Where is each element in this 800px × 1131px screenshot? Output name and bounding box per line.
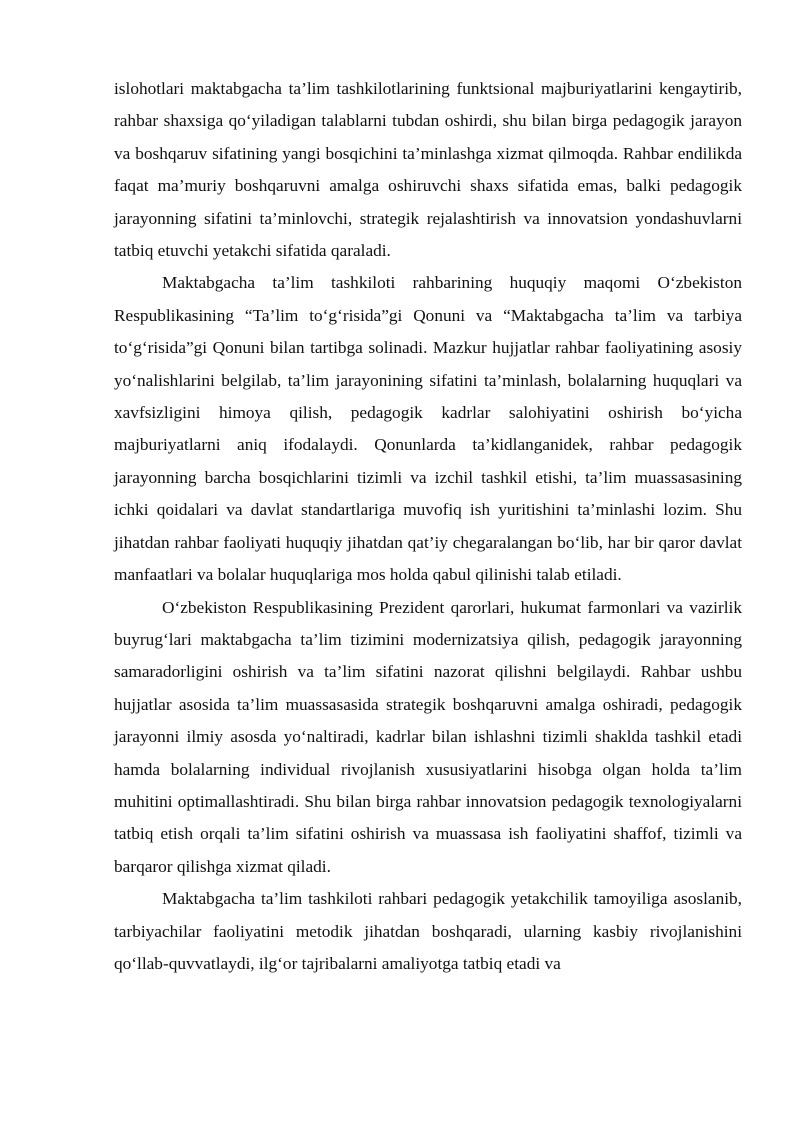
paragraph-1: islohotlari maktabgacha ta’lim tashkilotlarining funktsional majburiyatlarini kengaytirib, rahbar shaxsiga qo‘yiladigan talablarni tubdan oshirdi, shu bilan birga pedagogik jarayon va boshqaruv sifatining yangi bosqichini ta’minlashga xizmat qilmoqda. Rahbar endilikda faqat ma’muriy boshqaruvni amalga oshiruvchi shaxs sifatida emas, balki pedagogik jarayonning sifatini ta’minlovchi, strategik rejalashtirish va innovatsion yondashuvlarni tatbiq etuvchi yetakchi sifatida qaraladi. bbox=[114, 79, 742, 261]
paragraph-3: O‘zbekiston Respublikasining Prezident qarorlari, hukumat farmonlari va vazirlik buyrug‘lari maktabgacha ta’lim tizimini modernizatsiya qilish, pedagogik jarayonning samaradorligini oshirish va ta’lim sifatini nazorat qilishni belgilaydi. Rahbar ushbu hujjatlar asosida ta’lim muassasasida strategik boshqaruvni amalga oshiradi, pedagogik jarayonni ilmiy asosda yo‘naltiradi, kadrlar bilan ishlashni tizimli shaklda tashkil etadi hamda bolalarning individual rivojlanish xususiyatlarini hisobga olgan holda ta’lim muhitini optimallashtiradi. Shu bilan birga rahbar innovatsion pedagogik texnologiyalarni tatbiq etish orqali ta’lim sifatini oshirish va muassasa ish faoliyatini shaffof, tizimli va barqaror qilishga xizmat qiladi. bbox=[114, 597, 742, 876]
paragraph-2: Maktabgacha ta’lim tashkiloti rahbarining huquqiy maqomi O‘zbekiston Respublikasining “Ta’lim to‘g‘risida”gi Qonuni va “Maktabgacha ta’lim va tarbiya to‘g‘risida”gi Qonuni bilan tartibga solinadi. Mazkur hujjatlar rahbar faoliyatining asosiy yo‘nalishlarini belgilab, ta’lim jarayonining sifatini ta’minlash, bolalarning huquqlari va xavfsizligini himoya qilish, pedagogik kadrlar salohiyatini oshirish bo‘yicha majburiyatlarni aniq ifodalaydi. Qonunlarda ta’kidlanganidek, rahbar pedagogik jarayonning barcha bosqichlarini tizimli va izchil tashkil etishi, ta’lim muassasasining ichki qoidalari va davlat standartlariga muvofiq ish yuritishini ta’minlashi lozim. Shu jihatdan rahbar faoliyati huquqiy jihatdan qat’iy chegaralangan bo‘lib, har bir qaror davlat manfaatlari va bolalar huquqlariga mos holda qabul qilinishi talab etiladi. bbox=[114, 273, 742, 585]
paragraph-4: Maktabgacha ta’lim tashkiloti rahbari pedagogik yetakchilik tamoyiliga asoslanib, tarbiyachilar faoliyatini metodik jihatdan boshqaradi, ularning kasbiy rivojlanishini qo‘llab-quvvatlaydi, ilg‘or tajribalarni amaliyotga tatbiq etadi va bbox=[114, 889, 742, 973]
body-text bbox=[114, 73, 742, 980]
